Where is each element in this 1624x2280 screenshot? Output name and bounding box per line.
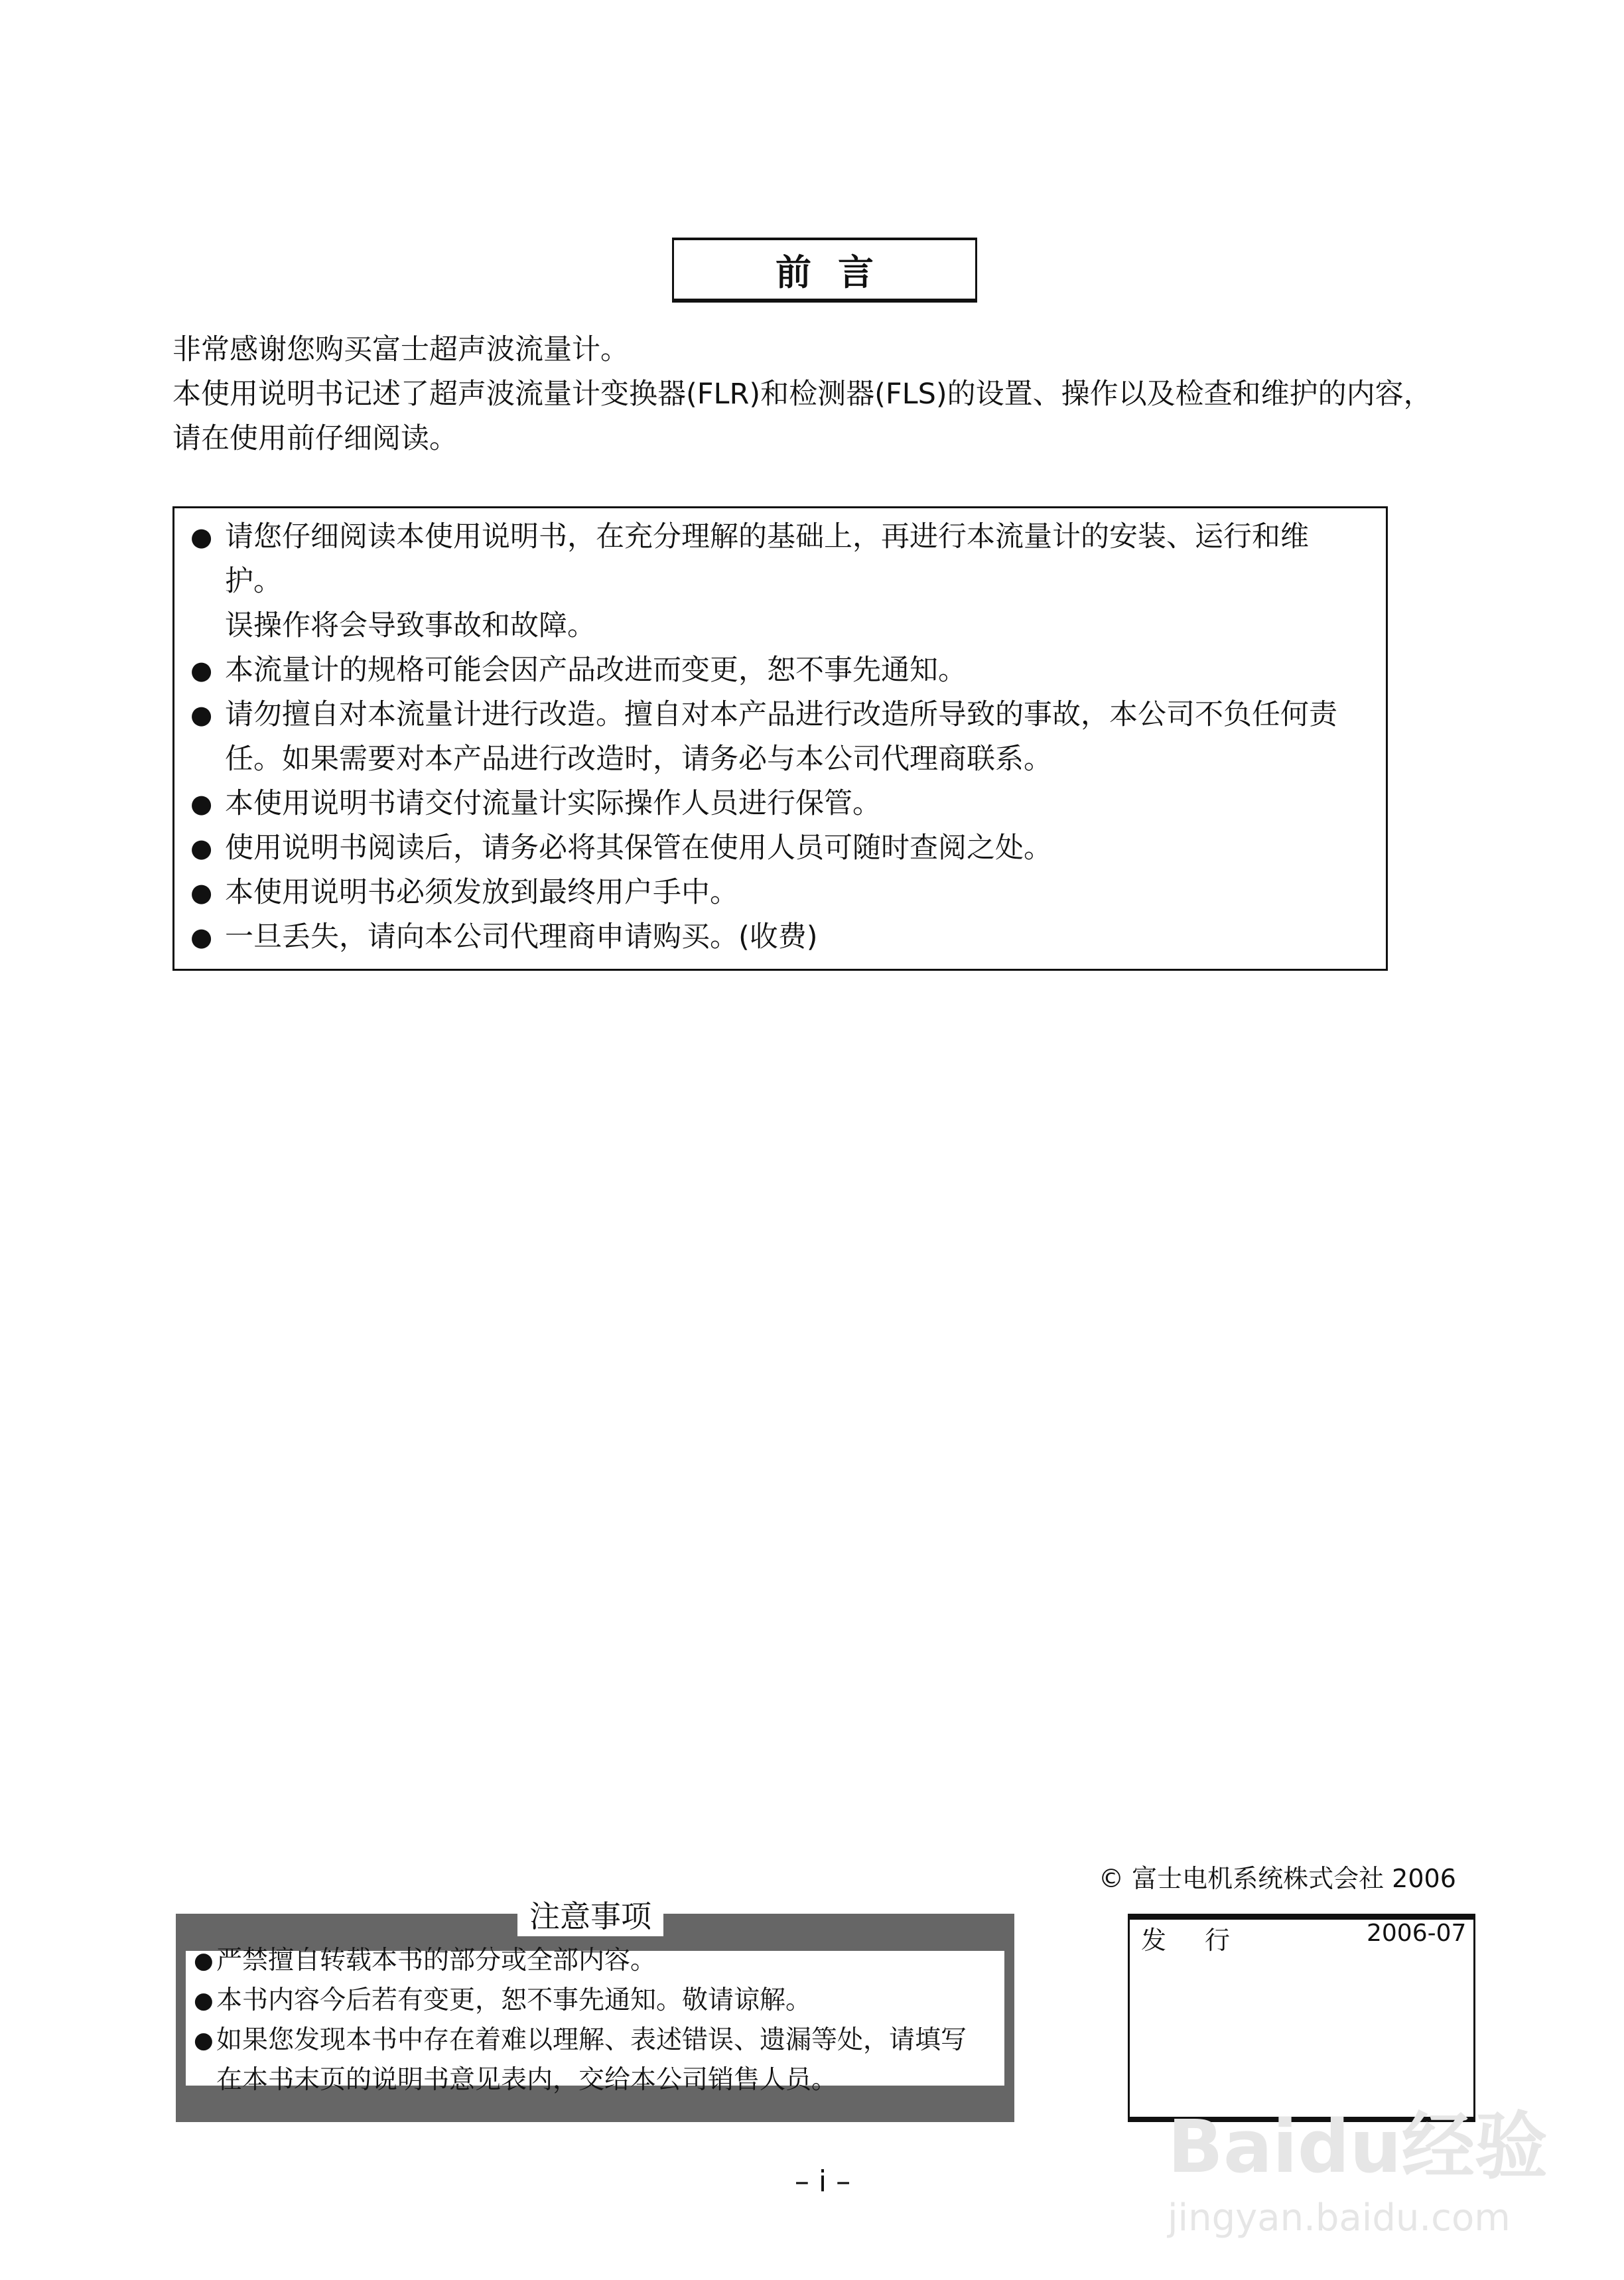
page-number: – i – — [794, 2165, 851, 2198]
issue-date: 2006-07 — [1367, 1920, 1467, 1947]
warnings-box — [172, 506, 1388, 971]
intro-line: 本使用说明书记述了超声波流量计变换器(FLR)和检测器(FLS)的设置、操作以及检查和维护的内容， — [172, 378, 1432, 411]
bullet-icon: ● — [190, 656, 213, 685]
intro-line: 非常感谢您购买富士超声波流量计。 — [172, 333, 629, 366]
issue-label: 发行 — [1141, 1926, 1269, 1955]
warning-item: ● 本使用说明书必须发放到最终用户手中。 — [190, 871, 1373, 915]
warning-item: ● 一旦丢失，请向本公司代理商申请购买。(收费) — [190, 915, 1373, 960]
warning-text: 护。 — [225, 565, 282, 598]
bullet-icon: ● — [190, 789, 213, 818]
bullet-icon: ● — [194, 2027, 214, 2054]
warning-item: ● 使用说明书阅读后，请务必将其保管在使用人员可随时查阅之处。 — [190, 826, 1373, 871]
warning-text: 误操作将会导致事故和故障。 — [225, 609, 596, 642]
warning-item: ● 请您仔细阅读本使用说明书，在充分理解的基础上，再进行本流量计的安装、运行和维 — [190, 515, 1373, 559]
bullet-icon: ● — [190, 700, 213, 729]
bullet-icon: ● — [194, 1987, 214, 2014]
title-box — [672, 238, 977, 303]
baidu-watermark-logo: Baidu经验 — [1168, 2104, 1548, 2189]
notice-item: ● 本书内容今后若有变更，恕不事先通知。敬请谅解。 — [194, 1981, 1003, 2021]
bullet-icon: ● — [190, 833, 213, 863]
copyright: © 富士电机系统株式会社 2006 — [1099, 1864, 1456, 1893]
notice-title: 注意事项 — [517, 1892, 663, 1936]
bullet-icon: ● — [190, 522, 213, 551]
notice-body — [194, 1941, 1003, 2100]
bullet-icon: ● — [190, 922, 213, 952]
warning-item: ● 请勿擅自对本流量计进行改造。擅自对本产品进行改造所导致的事故，本公司不负任何责 — [190, 693, 1373, 737]
bullet-icon: ● — [190, 878, 213, 907]
page-title: 前言 — [776, 251, 900, 293]
notice-item: ● 如果您发现本书中存在着难以理解、表述错误、遗漏等处，请填写 — [194, 2021, 1003, 2060]
notice-item: ● 严禁擅自转载本书的部分或全部内容。 — [194, 1941, 1003, 1981]
baidu-watermark-url: jingyan.baidu.com — [1168, 2196, 1511, 2240]
notice-text: 在本书末页的说明书意见表内，交给本公司销售人员。 — [216, 2065, 838, 2095]
warning-item: ● 本流量计的规格可能会因产品改进而变更，恕不事先通知。 — [190, 648, 1373, 693]
bullet-icon: ● — [194, 1948, 214, 1974]
intro-line: 请在使用前仔细阅读。 — [172, 422, 458, 455]
warning-item: ● 本使用说明书请交付流量计实际操作人员进行保管。 — [190, 782, 1373, 826]
warning-text: 任。如果需要对本产品进行改造时，请务必与本公司代理商联系。 — [225, 743, 1052, 776]
